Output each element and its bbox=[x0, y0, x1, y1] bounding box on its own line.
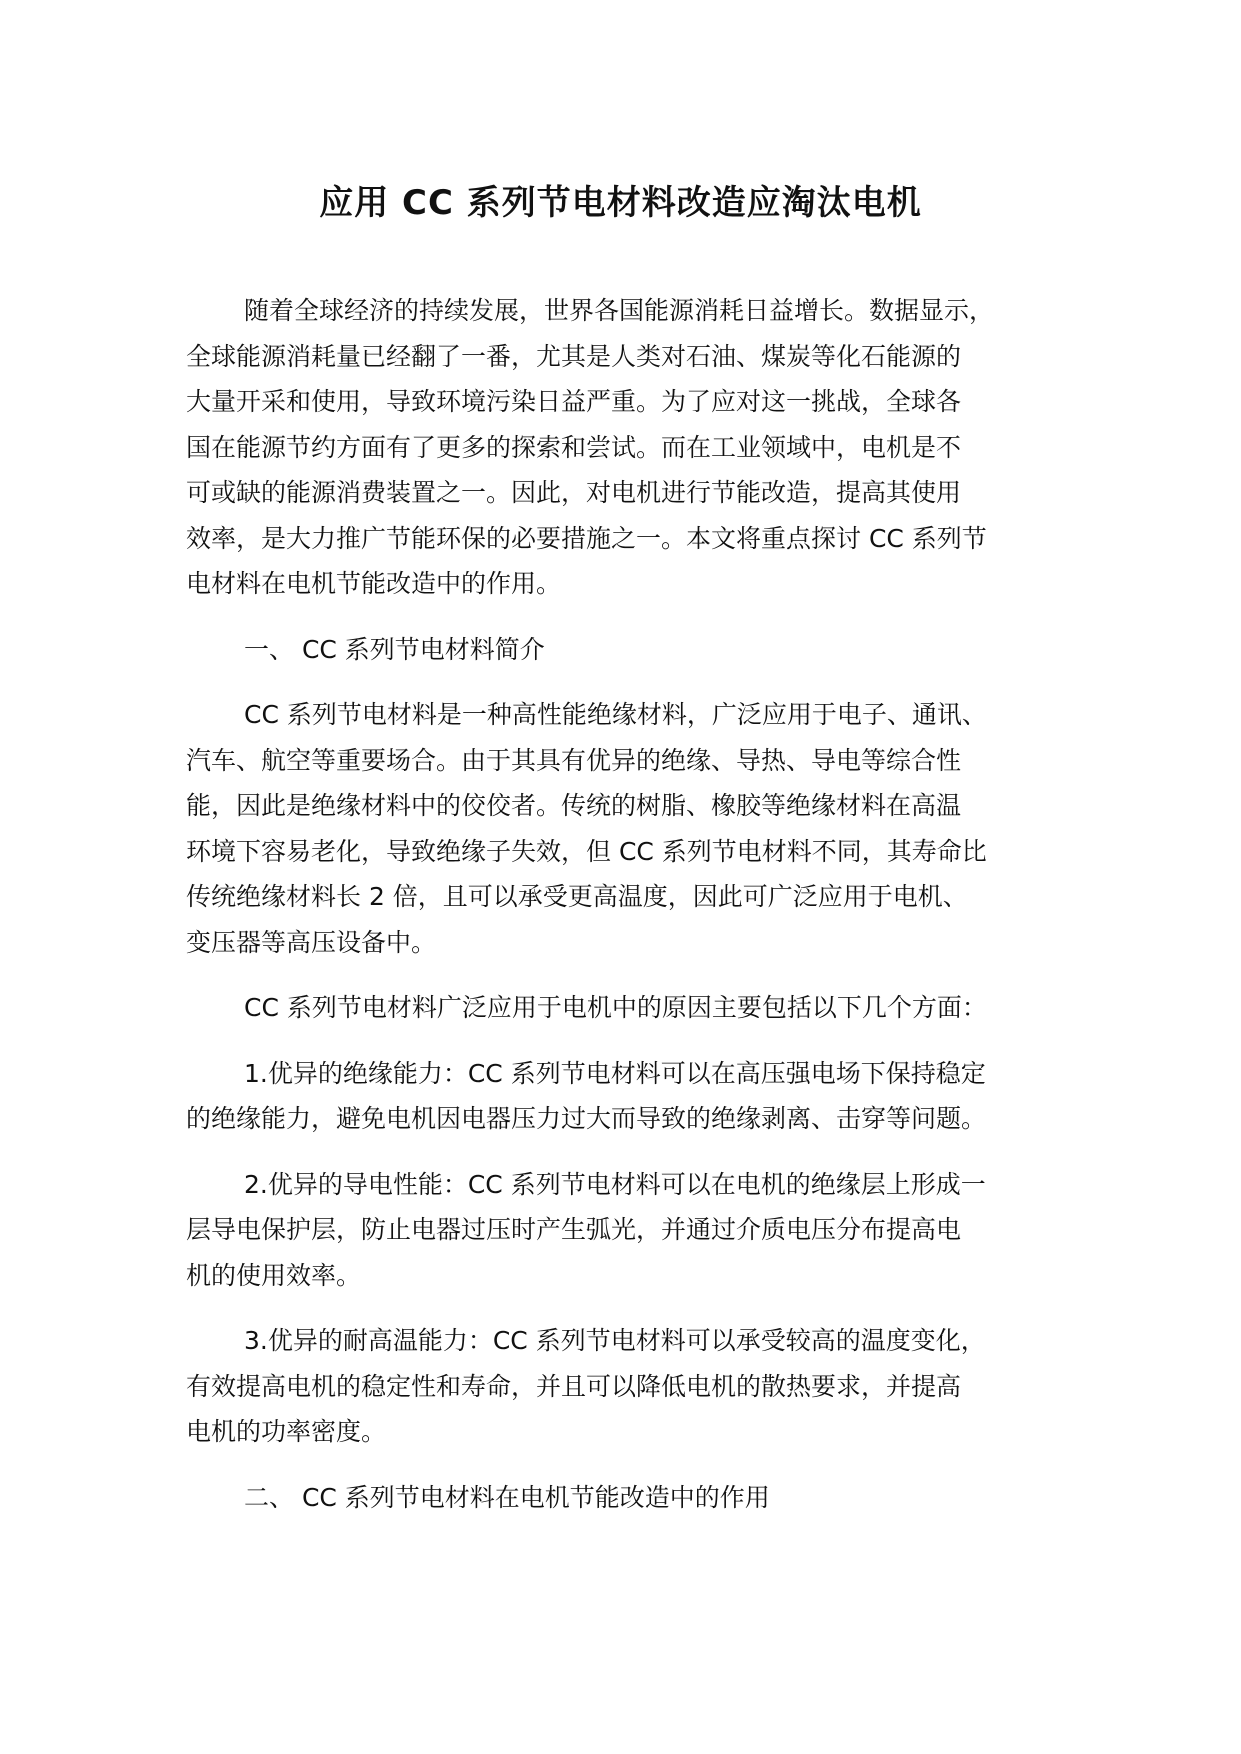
paragraph-line: CC 系列节电材料是一种高性能绝缘材料，广泛应用于电子、通讯、 bbox=[244, 700, 987, 729]
reason-1-paragraph bbox=[186, 1051, 1086, 1142]
paragraph-line: 汽车、航空等重要场合。由于其具有优异的绝缘、导热、导电等综合性 bbox=[186, 745, 962, 775]
paragraph-line: 的绝缘能力，避免电机因电器压力过大而导致的绝缘剥离、击穿等问题。 bbox=[186, 1104, 987, 1133]
section-heading-1: 一、 CC 系列节电材料简介 bbox=[244, 634, 545, 664]
reason-3-paragraph bbox=[186, 1318, 1086, 1455]
paragraph-line: 3.优异的耐高温能力：CC 系列节电材料可以承受较高的温度变化， bbox=[244, 1326, 986, 1355]
paragraph-line: 环境下容易老化，导致绝缘子失效，但 CC 系列节电材料不同，其寿命比 bbox=[186, 836, 987, 866]
paragraph-line: 层导电保护层，防止电器过压时产生弧光，并通过介质电压分布提高电 bbox=[186, 1215, 962, 1244]
material-intro-paragraph bbox=[186, 692, 1086, 965]
reason-2-paragraph bbox=[186, 1162, 1086, 1299]
paragraph-line: 效率，是大力推广节能环保的必要措施之一。本文将重点探讨 CC 系列节 bbox=[186, 523, 987, 553]
document-body bbox=[186, 288, 1086, 1540]
document-title: 应用 CC 系列节电材料改造应淘汰电机 bbox=[319, 183, 922, 223]
section-heading-2: 二、 CC 系列节电材料在电机节能改造中的作用 bbox=[244, 1482, 770, 1512]
paragraph-line: 机的使用效率。 bbox=[186, 1260, 362, 1290]
paragraph-line: 能，因此是绝缘材料中的佼佼者。传统的树脂、橡胶等绝缘材料在高温 bbox=[186, 791, 962, 820]
paragraph-line: 国在能源节约方面有了更多的探索和尝试。而在工业领域中，电机是不 bbox=[186, 432, 962, 462]
paragraph-line: 电机的功率密度。 bbox=[186, 1417, 387, 1446]
paragraph-line: 变压器等高压设备中。 bbox=[186, 927, 437, 957]
paragraph-line: 大量开采和使用，导致环境污染日益严重。为了应对这一挑战，全球各 bbox=[186, 387, 962, 416]
paragraph-line: 2.优异的导电性能：CC 系列节电材料可以在电机的绝缘层上形成一 bbox=[244, 1169, 986, 1199]
paragraph-line: 电材料在电机节能改造中的作用。 bbox=[186, 569, 562, 598]
paragraph-line: 全球能源消耗量已经翻了一番，尤其是人类对石油、煤炭等化石能源的 bbox=[186, 341, 962, 371]
reasons-intro-paragraph bbox=[186, 985, 1086, 1031]
paragraph-line: 可或缺的能源消费装置之一。因此，对电机进行节能改造，提高其使用 bbox=[186, 478, 962, 507]
paragraph-line: 1.优异的绝缘能力：CC 系列节电材料可以在高压强电场下保持稳定 bbox=[244, 1058, 986, 1088]
paragraph-line: 传统绝缘材料长 2 倍，且可以承受更高温度，因此可广泛应用于电机、 bbox=[186, 882, 968, 911]
paragraph-line: CC 系列节电材料广泛应用于电机中的原因主要包括以下几个方面： bbox=[244, 993, 987, 1022]
intro-paragraph bbox=[186, 288, 1086, 607]
paragraph-line: 随着全球经济的持续发展，世界各国能源消耗日益增长。数据显示， bbox=[244, 296, 995, 325]
paragraph-line: 有效提高电机的稳定性和寿命，并且可以降低电机的散热要求，并提高 bbox=[186, 1371, 962, 1401]
